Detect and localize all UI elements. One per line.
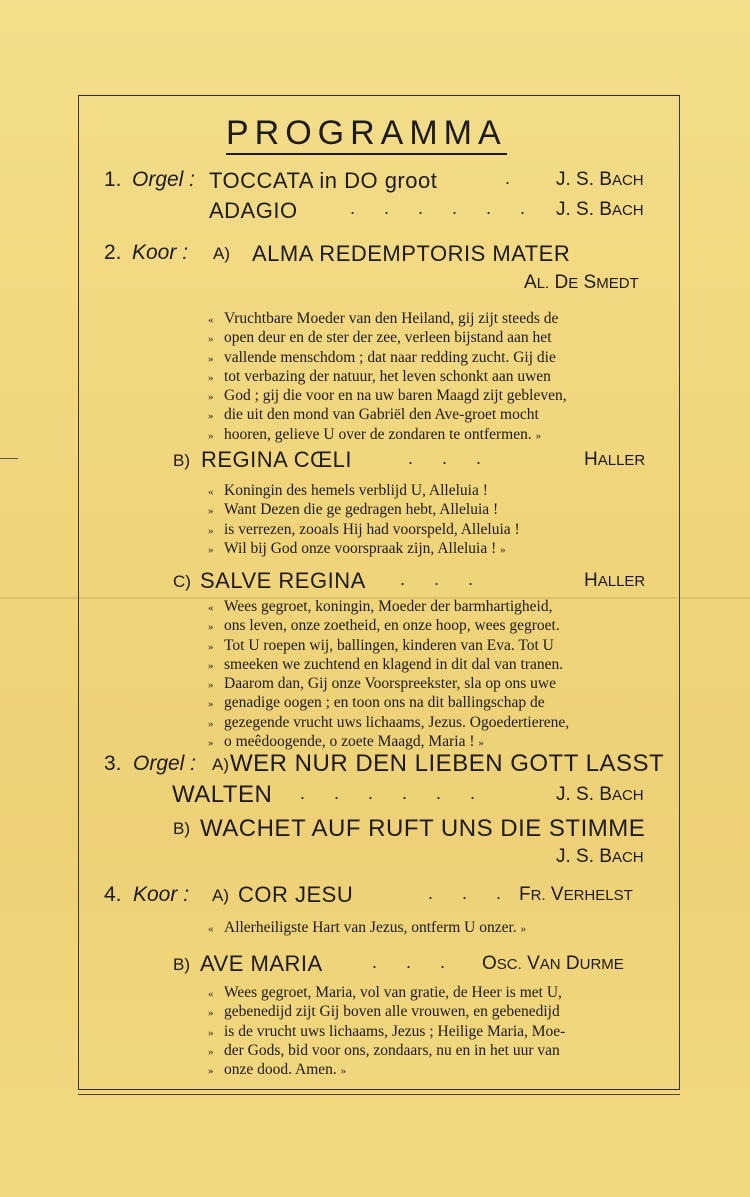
leader-dots: . . . . . . <box>350 198 538 218</box>
lyrics-regina-coeli: « Koningin des hemels verblijd U, Alleluia ! » Want Dezen die ge gedragen hebt, Alleluia ! » is verrezen, zooals Hij had voorspeld, Alleluia ! » Wil bij God onze voorspraak zijn, Alleluia ! » <box>208 482 520 557</box>
item-instrument-3: Orgel : <box>133 752 197 775</box>
item-number-1: 1. <box>104 168 122 191</box>
piece-title-adagio: ADAGIO <box>209 198 298 223</box>
leader-dots: . . . . . . <box>300 783 488 803</box>
item-number-3: 3. <box>104 752 122 775</box>
leader-dots: . . . <box>400 569 486 589</box>
lyrics-alma: « Vruchtbare Moeder van den Heiland, gij zijt steeds de » open deur en de ster der zee, verleen bijstand aan het » vallende menschdom ; dat naar redding zucht. Gij die » tot verbazing der natuur, het leven schonkt aan uwen » God ; gij die voor en na uw baren Maagd zijt gebleven, » die uit den mond van Gabriël den Ave-groet mocht » hooren, gelieve U over de zondaren te ontfermen. » <box>208 310 567 443</box>
piece-title-ave-maria: AVE MARIA <box>200 951 323 976</box>
piece-label-2a: A) <box>213 244 230 263</box>
piece-title-salve-regina: SALVE REGINA <box>200 568 366 593</box>
item-number-4: 4. <box>104 883 122 906</box>
piece-label-3b: B) <box>173 819 190 838</box>
piece-label-3a: A) <box>212 755 229 774</box>
composer-wachet-auf: J. S. BACH <box>556 846 644 867</box>
piece-title-regina-coeli: REGINA CŒLI <box>201 447 352 472</box>
piece-title-wer-nur-line2: WALTEN <box>172 781 273 808</box>
edge-mark <box>0 458 18 459</box>
composer-cor-jesu: FR. VERHELST <box>519 884 633 905</box>
composer-adagio: J. S. BACH <box>556 199 644 220</box>
item-number-2: 2. <box>104 241 122 264</box>
lyrics-ave-maria: « Wees gegroet, Maria, vol van gratie, de Heer is met U, » gebenedijd zijt Gij boven alle vrouwen, en gebenedijd » is de vrucht uws lichaams, Jezus ; Heilige Maria, Moe- » der Gods, bid voor ons, zondaars, nu en in het uur van » onze dood. Amen. » <box>208 984 566 1079</box>
leader-dots: . . . <box>428 883 514 903</box>
lyrics-salve-regina: « Wees gegroet, koningin, Moeder der barmhartigheid, » ons leven, onze zoetheid, en onze hoop, wees gegroet. » Tot U roepen wij, ballingen, kinderen van Eva. Tot U » smeeken we zuchtend en klagend in dit dal van tranen. » Daarom dan, Gij onze Voorspreekster, sla op ons uwe » genadige oogen ; en toon ons na dit ballingschap de » gezegende vrucht uws lichaams, Jezus. Ogoedertierene, » o meêdoogende, o zoete Maagd, Maria ! » <box>208 598 570 751</box>
composer-regina-coeli: HALLER <box>584 449 646 470</box>
composer-wer-nur: J. S. BACH <box>556 784 644 805</box>
piece-title-alma: ALMA REDEMPTORIS MATER <box>252 241 571 266</box>
piece-label-2c: C) <box>173 572 191 591</box>
item-instrument-4: Koor : <box>133 883 190 906</box>
composer-toccata: J. S. BACH <box>556 169 644 190</box>
composer-salve-regina: HALLER <box>584 570 646 591</box>
page-title: PROGRAMMA <box>226 113 507 155</box>
piece-title-wachet-auf: WACHET AUF RUFT UNS DIE STIMME <box>200 815 646 842</box>
piece-title-toccata: TOCCATA in DO groot <box>209 168 438 193</box>
leader-dots: . . . <box>372 952 458 972</box>
frame-bottom-double-rule <box>78 1094 680 1095</box>
piece-title-wer-nur: WER NUR DEN LIEBEN GOTT LASST <box>230 750 665 777</box>
frame-left-rule <box>78 96 79 1089</box>
piece-label-4a: A) <box>212 886 229 905</box>
lyrics-cor-jesu: « Allerheiligste Hart van Jezus, ontferm U onzer. » <box>208 919 527 936</box>
item-instrument-1: Orgel : <box>132 168 196 191</box>
item-instrument-2: Koor : <box>132 241 189 264</box>
leader-dots: . <box>505 168 523 188</box>
composer-alma: AL. DE SMEDT <box>524 272 639 293</box>
leader-dots: . . . <box>408 448 494 468</box>
piece-label-2b: B) <box>173 451 190 470</box>
frame-right-rule <box>679 96 680 1089</box>
piece-title-cor-jesu: COR JESU <box>238 882 354 907</box>
piece-label-4b: B) <box>173 955 190 974</box>
composer-ave-maria: OSC. VAN DURME <box>482 953 624 974</box>
